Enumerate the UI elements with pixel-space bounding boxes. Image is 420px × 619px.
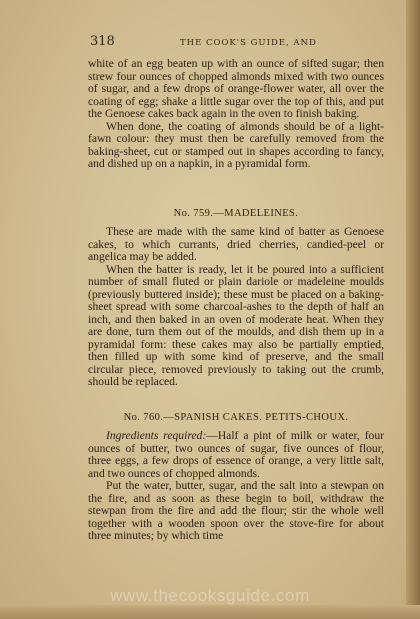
- ingredients-text: —Half a pint of milk or water, four ounces of butter, two ounces of sugar, five ounces of flour, three eggs, a few drops of essence of orange, a very little salt, and two ounces of chopped almonds.: [88, 429, 385, 480]
- watermark: www.thecooksguide.com: [110, 586, 310, 605]
- ingredients-label: Ingredients required:: [106, 429, 207, 442]
- page-number: 318: [90, 34, 115, 49]
- paragraph: When the batter is ready, let it be poured into a sufficient number of small fluted or plain dariole or madeleine moulds (previously buttered inside); these must be placed on a baking-sheet spread with some charcoal-ashes to the depth of half an inch, and then baked in an oven of moderate heat. When they are done, turn them out of the moulds, and dish them up in a pyramidal form: these cakes may also be partially emptied, then filled up with some kind of preserve, and the small circular piece, removed previously to taking out the crumb, should be replaced.: [88, 262, 384, 388]
- section-heading-759: No. 759.—MADELEINES.: [173, 208, 299, 219]
- text-block-1: [88, 58, 384, 171]
- paragraph: [88, 430, 384, 480]
- page-bottom-edge: [0, 605, 420, 619]
- paragraph: Put the water, butter, sugar, and the salt into a stewpan on the fire, and as soon as these begin to boil, withdraw the stewpan from the fire and add the flour; stir the whole well together with a wooden spoon over the stove-fire for about three minutes; by which time: [88, 479, 384, 542]
- text-block-759: [88, 226, 384, 389]
- text-block-760: [88, 430, 384, 543]
- paragraph: white of an egg beaten up with an ounce of sifted sugar; then strew four ounces of chopped almonds mixed with two ounces of sugar, and a few drops of orange-flower water, all over the coating of egg; shake a little sugar over the top of this, and put the Genoese cakes back again in the oven to finish baking.: [88, 57, 384, 120]
- section-heading-760: No. 760.—SPANISH CAKES. PETITS-CHOUX.: [123, 412, 349, 423]
- paragraph: When done, the coating of almonds should be of a light-fawn colour: they must then be carefully removed from the baking-sheet, cut or stamped out in shapes according to fancy, and dished up on a napkin, in a pyramidal form.: [88, 119, 384, 170]
- paragraph: These are made with the same kind of batter as Genoese cakes, to which currants, dried cherries, candied-peel or angelica may be added.: [88, 225, 384, 263]
- page-gutter: [406, 0, 420, 619]
- running-title: THE COOK'S GUIDE, AND: [180, 38, 317, 48]
